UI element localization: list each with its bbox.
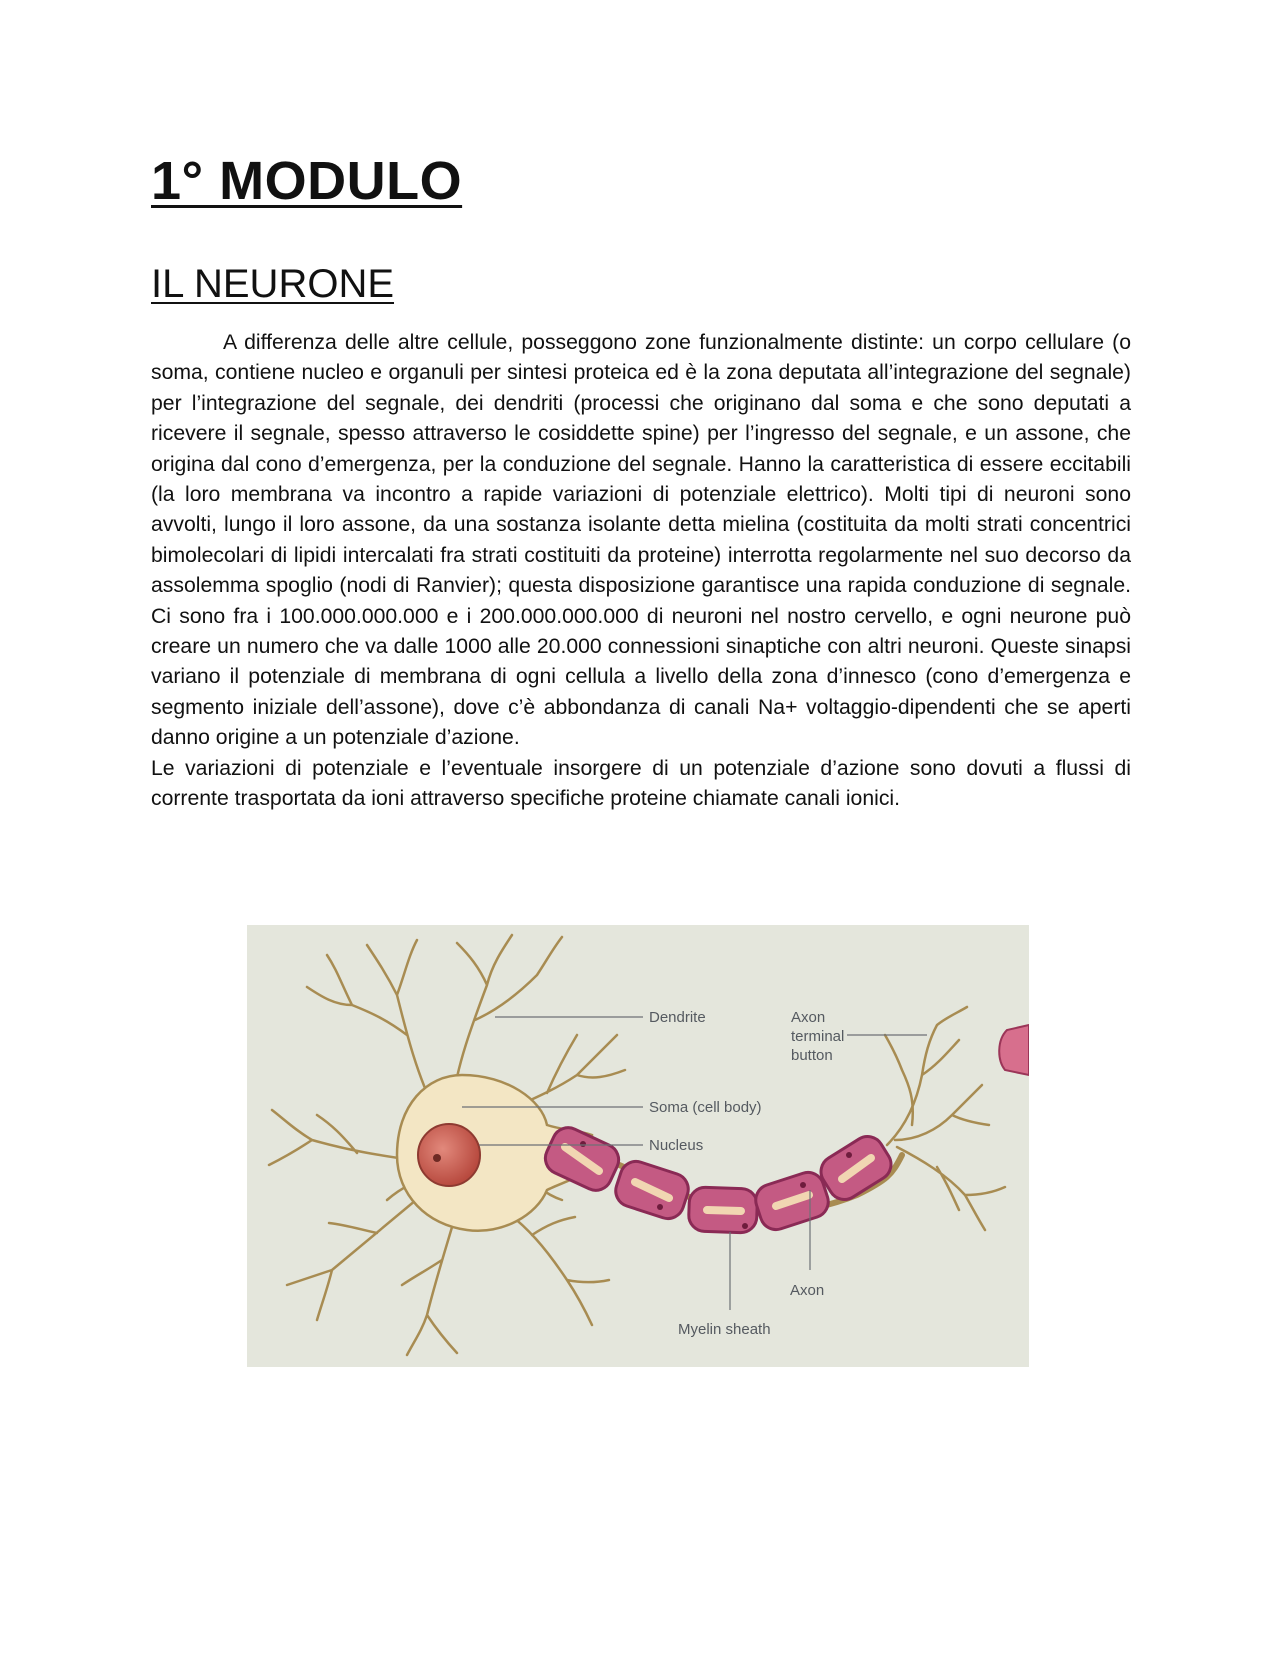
synaptic-target bbox=[999, 1025, 1029, 1075]
label-soma: Soma (cell body) bbox=[649, 1099, 762, 1116]
figure-background bbox=[247, 925, 1029, 1367]
nucleus bbox=[418, 1124, 480, 1186]
neuron-diagram bbox=[247, 925, 1029, 1367]
body-text bbox=[151, 328, 1131, 815]
label-nucleus: Nucleus bbox=[649, 1137, 704, 1154]
label-axon-terminal-3: button bbox=[791, 1047, 833, 1064]
section-title: IL NEURONE bbox=[151, 262, 395, 306]
label-axon-terminal-2: terminal bbox=[791, 1028, 845, 1045]
page-title: 1° MODULO bbox=[151, 151, 463, 211]
label-axon-terminal-1: Axon bbox=[791, 1009, 826, 1026]
nucleolus bbox=[433, 1154, 441, 1162]
label-myelin-sheath: Myelin sheath bbox=[678, 1321, 771, 1338]
neuron-illustration bbox=[247, 925, 1029, 1367]
paragraph: Le variazioni di potenziale e l’eventuale insorgere di un potenziale d’azione sono dovuti a flussi di corrente trasportata da ioni attraverso specifiche proteine chiamate canali ionici. bbox=[151, 756, 1131, 811]
paragraph: A differenza delle altre cellule, posseggono zone funzionalmente distinte: un corpo cellulare (o soma, contiene nucleo e organuli per sintesi proteica ed è la zona deputata all’integrazione del segnale) per l’integrazione del segnale, dei dendriti (processi che originano dal soma e che sono deputati a ricevere il segnale, spesso attraverso le cosiddette spine) per l’ingresso del segnale, e un assone, che origina dal cono d’emergenza, per la conduzione del segnale. Hanno la caratteristica di essere eccitabili (la loro membrana va incontro a rapide variazioni di potenziale elettrico). Molti tipi di neuroni sono avvolti, lungo il loro assone, da una sostanza isolante detta mielina (costituita da molti strati concentrici bimolecolari di lipidi intercalati fra strati costituiti da proteine) interrotta regolarmente nel suo decorso da assolemma spoglio (nodi di Ranvier); questa disposizione garantisce una rapida conduzione di segnale. Ci sono fra i 100.000.000.000 e i 200.000.000.000 di neuroni nel nostro cervello, e ogni neurone può creare un numero che va dalle 1000 alle 20.000 connessioni sinaptiche con altri neuroni. Queste sinapsi variano il potenziale di membrana di ogni cellula a livello della zona d’innesco (cono d’emergenza e segmento iniziale dell’assone), dove c’è abbondanza di canali Na+ voltaggio-dipendenti che se aperti danno origine a un potenziale d’azione. bbox=[151, 331, 1131, 750]
label-axon: Axon bbox=[790, 1282, 825, 1299]
label-dendrite: Dendrite bbox=[649, 1009, 706, 1026]
